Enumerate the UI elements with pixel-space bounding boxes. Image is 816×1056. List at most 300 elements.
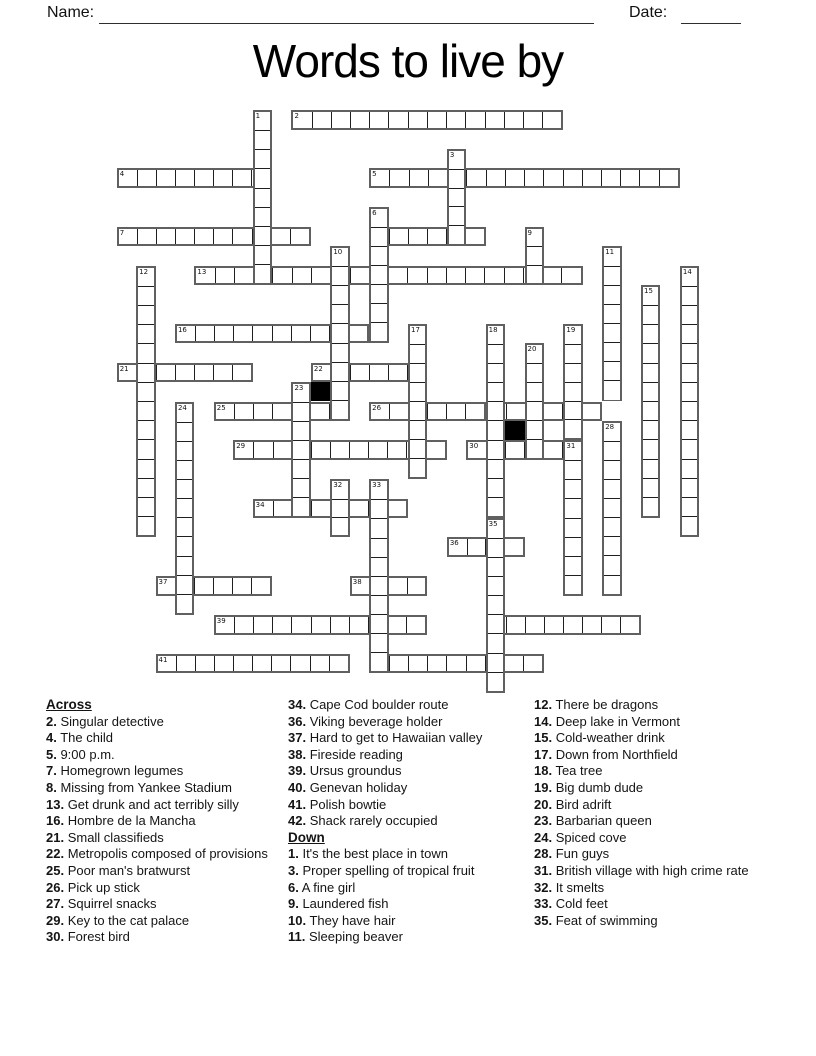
grid-cell[interactable] [156, 170, 175, 185]
grid-cell[interactable] [389, 170, 408, 185]
grid-cell[interactable] [177, 517, 192, 536]
grid-cell[interactable] [177, 498, 192, 517]
grid-cell[interactable] [643, 305, 658, 324]
grid-cell[interactable] [643, 478, 658, 497]
grid-cell[interactable] [527, 246, 542, 264]
grid-cell[interactable] [427, 229, 446, 244]
grid-cell[interactable] [410, 458, 425, 477]
grid-cell[interactable] [175, 365, 194, 380]
grid-cell[interactable] [561, 268, 580, 283]
grid-cell[interactable] [504, 268, 523, 283]
grid-cell[interactable] [604, 323, 619, 342]
grid-cell[interactable] [196, 268, 214, 283]
grid-cell[interactable] [527, 401, 542, 420]
grid-cell[interactable] [352, 578, 370, 593]
grid-cell[interactable] [565, 575, 580, 594]
grid-cell[interactable] [138, 268, 153, 286]
grid-cell[interactable] [177, 422, 192, 441]
grid-cell[interactable] [565, 442, 580, 460]
grid-cell[interactable] [330, 442, 349, 457]
grid-cell[interactable] [252, 326, 271, 341]
grid-cell[interactable] [525, 617, 544, 632]
grid-cell[interactable] [488, 595, 503, 614]
grid-cell[interactable] [643, 382, 658, 401]
grid-cell[interactable] [138, 382, 153, 401]
grid-cell[interactable] [601, 170, 620, 185]
grid-cell[interactable] [368, 442, 387, 457]
grid-cell[interactable] [387, 442, 406, 457]
grid-cell[interactable] [604, 380, 619, 399]
grid-cell[interactable] [387, 501, 406, 516]
grid-cell[interactable] [311, 501, 330, 516]
grid-cell[interactable] [488, 672, 503, 691]
grid-cell[interactable] [604, 479, 619, 498]
grid-cell[interactable] [427, 268, 446, 283]
grid-cell[interactable] [488, 382, 503, 401]
grid-cell[interactable] [233, 326, 252, 341]
grid-cell[interactable] [138, 459, 153, 478]
grid-cell[interactable] [371, 265, 386, 284]
grid-cell[interactable] [643, 420, 658, 439]
grid-cell[interactable] [349, 501, 368, 516]
grid-cell[interactable] [604, 423, 619, 441]
grid-cell[interactable] [466, 656, 485, 671]
grid-cell[interactable] [389, 229, 408, 244]
grid-cell[interactable] [371, 284, 386, 303]
grid-cell[interactable] [643, 401, 658, 420]
grid-cell[interactable] [371, 303, 386, 322]
grid-cell[interactable] [293, 402, 308, 421]
grid-cell[interactable] [271, 229, 290, 244]
grid-cell[interactable] [486, 170, 505, 185]
grid-cell[interactable] [449, 539, 467, 554]
grid-cell[interactable] [291, 617, 310, 632]
grid-cell[interactable] [253, 404, 272, 419]
grid-cell[interactable] [176, 656, 195, 671]
grid-cell[interactable] [484, 268, 503, 283]
grid-cell[interactable] [523, 112, 542, 127]
grid-cell[interactable] [682, 401, 697, 420]
grid-cell[interactable] [408, 656, 427, 671]
grid-cell[interactable] [213, 170, 232, 185]
grid-cell[interactable] [582, 617, 601, 632]
grid-cell[interactable] [449, 225, 464, 244]
grid-cell[interactable] [177, 479, 192, 498]
grid-cell[interactable] [682, 478, 697, 497]
grid-cell[interactable] [466, 170, 485, 185]
grid-cell[interactable] [527, 439, 542, 458]
grid-cell[interactable] [488, 440, 503, 459]
grid-cell[interactable] [234, 617, 253, 632]
grid-cell[interactable] [465, 112, 484, 127]
grid-cell[interactable] [659, 170, 678, 185]
grid-cell[interactable] [449, 151, 464, 169]
grid-cell[interactable] [293, 459, 308, 478]
grid-cell[interactable] [682, 497, 697, 516]
grid-cell[interactable] [255, 264, 270, 283]
grid-cell[interactable] [290, 229, 309, 244]
grid-cell[interactable] [371, 481, 386, 499]
grid-cell[interactable] [682, 439, 697, 458]
grid-cell[interactable] [467, 539, 486, 554]
grid-cell[interactable] [643, 363, 658, 382]
grid-cell[interactable] [643, 287, 658, 305]
grid-cell[interactable] [138, 439, 153, 458]
grid-cell[interactable] [682, 516, 697, 535]
grid-cell[interactable] [332, 343, 347, 362]
grid-cell[interactable] [527, 229, 542, 246]
grid-cell[interactable] [272, 404, 291, 419]
grid-cell[interactable] [371, 595, 386, 614]
grid-cell[interactable] [488, 363, 503, 382]
grid-cell[interactable] [488, 520, 503, 538]
grid-cell[interactable] [195, 656, 214, 671]
grid-cell[interactable] [137, 229, 156, 244]
grid-cell[interactable] [119, 365, 137, 380]
grid-cell[interactable] [371, 170, 389, 185]
grid-cell[interactable] [119, 229, 137, 244]
grid-cell[interactable] [527, 265, 542, 283]
grid-cell[interactable] [175, 229, 194, 244]
grid-cell[interactable] [156, 229, 175, 244]
grid-cell[interactable] [563, 617, 582, 632]
grid-cell[interactable] [138, 363, 153, 382]
grid-cell[interactable] [488, 420, 503, 439]
grid-cell[interactable] [158, 656, 176, 671]
grid-cell[interactable] [137, 170, 156, 185]
grid-cell[interactable] [604, 575, 619, 594]
grid-cell[interactable] [138, 497, 153, 516]
grid-cell[interactable] [293, 440, 308, 459]
grid-cell[interactable] [290, 656, 309, 671]
grid-cell[interactable] [177, 556, 192, 575]
grid-cell[interactable] [565, 518, 580, 537]
grid-cell[interactable] [604, 285, 619, 304]
grid-cell[interactable] [604, 517, 619, 536]
grid-cell[interactable] [293, 421, 308, 440]
grid-cell[interactable] [524, 170, 543, 185]
grid-cell[interactable] [639, 170, 658, 185]
grid-cell[interactable] [255, 226, 270, 245]
grid-cell[interactable] [465, 268, 484, 283]
grid-cell[interactable] [682, 459, 697, 478]
grid-cell[interactable] [388, 578, 407, 593]
grid-cell[interactable] [273, 501, 292, 516]
grid-cell[interactable] [195, 326, 214, 341]
grid-cell[interactable] [446, 268, 465, 283]
grid-cell[interactable] [194, 170, 213, 185]
grid-cell[interactable] [371, 576, 386, 595]
grid-cell[interactable] [409, 170, 428, 185]
grid-cell[interactable] [682, 343, 697, 362]
grid-cell[interactable] [332, 381, 347, 400]
grid-cell[interactable] [138, 401, 153, 420]
grid-cell[interactable] [293, 112, 311, 127]
grid-cell[interactable] [371, 499, 386, 518]
grid-cell[interactable] [371, 209, 386, 227]
grid-cell[interactable] [488, 633, 503, 652]
grid-cell[interactable] [565, 556, 580, 575]
grid-cell[interactable] [371, 614, 386, 633]
grid-cell[interactable] [604, 536, 619, 555]
grid-cell[interactable] [488, 538, 503, 557]
grid-cell[interactable] [643, 459, 658, 478]
grid-cell[interactable] [504, 539, 523, 554]
grid-cell[interactable] [542, 268, 561, 283]
grid-cell[interactable] [255, 188, 270, 207]
grid-cell[interactable] [292, 268, 311, 283]
grid-cell[interactable] [213, 578, 232, 593]
grid-cell[interactable] [523, 656, 542, 671]
grid-cell[interactable] [565, 479, 580, 498]
grid-cell[interactable] [194, 365, 213, 380]
grid-cell[interactable] [273, 442, 292, 457]
grid-cell[interactable] [505, 442, 524, 457]
grid-cell[interactable] [427, 404, 446, 419]
grid-cell[interactable] [410, 326, 425, 344]
grid-cell[interactable] [468, 442, 486, 457]
grid-cell[interactable] [427, 656, 446, 671]
grid-cell[interactable] [488, 401, 503, 420]
grid-cell[interactable] [682, 420, 697, 439]
grid-cell[interactable] [348, 326, 367, 341]
grid-cell[interactable] [410, 420, 425, 439]
grid-cell[interactable] [387, 617, 406, 632]
grid-cell[interactable] [312, 112, 331, 127]
grid-cell[interactable] [544, 617, 563, 632]
grid-cell[interactable] [213, 365, 232, 380]
grid-cell[interactable] [311, 617, 330, 632]
grid-cell[interactable] [329, 656, 348, 671]
grid-cell[interactable] [291, 326, 310, 341]
grid-cell[interactable] [643, 439, 658, 458]
grid-cell[interactable] [332, 304, 347, 323]
grid-cell[interactable] [488, 614, 503, 633]
grid-cell[interactable] [332, 266, 347, 285]
grid-cell[interactable] [255, 130, 270, 149]
grid-cell[interactable] [527, 420, 542, 439]
grid-cell[interactable] [177, 404, 192, 422]
grid-cell[interactable] [527, 382, 542, 401]
grid-cell[interactable] [488, 459, 503, 478]
grid-cell[interactable] [682, 268, 697, 286]
grid-cell[interactable] [214, 656, 233, 671]
grid-cell[interactable] [332, 362, 347, 381]
grid-cell[interactable] [449, 188, 464, 207]
grid-cell[interactable] [410, 439, 425, 458]
grid-cell[interactable] [565, 344, 580, 363]
grid-cell[interactable] [215, 268, 234, 283]
grid-cell[interactable] [427, 112, 446, 127]
grid-cell[interactable] [389, 656, 408, 671]
grid-cell[interactable] [643, 497, 658, 516]
grid-cell[interactable] [504, 656, 523, 671]
grid-cell[interactable] [175, 170, 194, 185]
grid-cell[interactable] [332, 481, 347, 498]
grid-cell[interactable] [330, 617, 349, 632]
grid-cell[interactable] [255, 501, 273, 516]
grid-cell[interactable] [388, 112, 407, 127]
grid-cell[interactable] [682, 363, 697, 382]
grid-cell[interactable] [177, 460, 192, 479]
grid-cell[interactable] [488, 344, 503, 363]
grid-cell[interactable] [446, 112, 465, 127]
grid-cell[interactable] [177, 594, 192, 613]
grid-cell[interactable] [620, 170, 639, 185]
grid-cell[interactable] [565, 363, 580, 382]
grid-cell[interactable] [293, 384, 308, 402]
grid-cell[interactable] [604, 304, 619, 323]
grid-cell[interactable] [488, 326, 503, 344]
grid-cell[interactable] [349, 442, 368, 457]
grid-cell[interactable] [369, 365, 388, 380]
grid-cell[interactable] [138, 286, 153, 305]
grid-cell[interactable] [465, 229, 484, 244]
grid-cell[interactable] [449, 206, 464, 225]
grid-cell[interactable] [213, 229, 232, 244]
grid-cell[interactable] [485, 112, 504, 127]
grid-cell[interactable] [253, 617, 272, 632]
grid-cell[interactable] [604, 266, 619, 285]
grid-cell[interactable] [350, 112, 369, 127]
grid-cell[interactable] [371, 652, 386, 671]
grid-cell[interactable] [371, 538, 386, 557]
grid-cell[interactable] [156, 365, 175, 380]
grid-cell[interactable] [565, 382, 580, 401]
grid-cell[interactable] [371, 518, 386, 537]
grid-cell[interactable] [565, 419, 580, 438]
grid-cell[interactable] [252, 656, 271, 671]
grid-cell[interactable] [488, 653, 503, 672]
grid-cell[interactable] [332, 248, 347, 266]
grid-cell[interactable] [272, 268, 291, 283]
grid-cell[interactable] [604, 498, 619, 517]
grid-cell[interactable] [488, 557, 503, 576]
grid-cell[interactable] [682, 286, 697, 305]
grid-cell[interactable] [332, 499, 347, 517]
grid-cell[interactable] [410, 363, 425, 382]
grid-cell[interactable] [582, 170, 601, 185]
grid-cell[interactable] [255, 207, 270, 226]
grid-cell[interactable] [682, 382, 697, 401]
grid-cell[interactable] [604, 460, 619, 479]
grid-cell[interactable] [214, 326, 233, 341]
grid-cell[interactable] [604, 361, 619, 380]
grid-cell[interactable] [604, 441, 619, 460]
grid-cell[interactable] [119, 170, 137, 185]
grid-cell[interactable] [504, 112, 523, 127]
grid-cell[interactable] [371, 557, 386, 576]
grid-cell[interactable] [408, 229, 427, 244]
grid-cell[interactable] [234, 404, 253, 419]
grid-cell[interactable] [543, 404, 562, 419]
grid-cell[interactable] [310, 404, 329, 419]
grid-cell[interactable] [177, 326, 195, 341]
grid-cell[interactable] [388, 365, 407, 380]
grid-cell[interactable] [138, 478, 153, 497]
grid-cell[interactable] [565, 326, 580, 344]
grid-cell[interactable] [232, 578, 251, 593]
grid-cell[interactable] [271, 656, 290, 671]
grid-cell[interactable] [138, 516, 153, 535]
grid-cell[interactable] [506, 404, 525, 419]
grid-cell[interactable] [428, 170, 447, 185]
grid-cell[interactable] [311, 442, 330, 457]
grid-cell[interactable] [407, 578, 426, 593]
grid-cell[interactable] [465, 404, 484, 419]
grid-cell[interactable] [233, 656, 252, 671]
grid-cell[interactable] [332, 323, 347, 342]
grid-cell[interactable] [177, 441, 192, 460]
grid-cell[interactable] [407, 268, 426, 283]
grid-cell[interactable] [369, 112, 388, 127]
grid-cell[interactable] [255, 245, 270, 264]
grid-cell[interactable] [563, 170, 582, 185]
grid-cell[interactable] [543, 442, 562, 457]
grid-cell[interactable] [255, 168, 270, 187]
grid-cell[interactable] [408, 112, 427, 127]
grid-cell[interactable] [601, 617, 620, 632]
grid-cell[interactable] [406, 617, 425, 632]
grid-cell[interactable] [253, 442, 272, 457]
grid-cell[interactable] [272, 617, 291, 632]
grid-cell[interactable] [177, 575, 192, 594]
grid-cell[interactable] [410, 382, 425, 401]
grid-cell[interactable] [505, 170, 524, 185]
grid-cell[interactable] [604, 342, 619, 361]
grid-cell[interactable] [194, 578, 213, 593]
grid-cell[interactable] [371, 404, 389, 419]
grid-cell[interactable] [158, 578, 176, 593]
grid-cell[interactable] [311, 268, 330, 283]
grid-cell[interactable] [138, 420, 153, 439]
grid-cell[interactable] [255, 112, 270, 130]
grid-cell[interactable] [604, 555, 619, 574]
grid-cell[interactable] [235, 442, 253, 457]
grid-cell[interactable] [410, 344, 425, 363]
grid-cell[interactable] [488, 478, 503, 497]
grid-cell[interactable] [234, 268, 253, 283]
grid-cell[interactable] [310, 656, 329, 671]
grid-cell[interactable] [371, 322, 386, 341]
grid-cell[interactable] [293, 497, 308, 516]
grid-cell[interactable] [371, 227, 386, 246]
grid-cell[interactable] [232, 229, 251, 244]
grid-cell[interactable] [488, 497, 503, 516]
grid-cell[interactable] [232, 365, 251, 380]
grid-cell[interactable] [332, 285, 347, 304]
grid-cell[interactable] [251, 578, 270, 593]
grid-cell[interactable] [543, 170, 562, 185]
grid-cell[interactable] [138, 305, 153, 324]
grid-cell[interactable] [313, 365, 331, 380]
grid-cell[interactable] [332, 517, 347, 535]
grid-cell[interactable] [682, 324, 697, 343]
grid-cell[interactable] [350, 365, 369, 380]
grid-cell[interactable] [488, 576, 503, 595]
grid-cell[interactable] [350, 268, 369, 283]
grid-cell[interactable] [388, 268, 407, 283]
grid-cell[interactable] [682, 305, 697, 324]
grid-cell[interactable] [527, 363, 542, 382]
grid-cell[interactable] [310, 326, 329, 341]
grid-cell[interactable] [272, 326, 291, 341]
grid-cell[interactable] [293, 478, 308, 497]
grid-cell[interactable] [232, 170, 251, 185]
grid-cell[interactable] [565, 460, 580, 479]
grid-cell[interactable] [506, 617, 525, 632]
grid-cell[interactable] [542, 112, 561, 127]
